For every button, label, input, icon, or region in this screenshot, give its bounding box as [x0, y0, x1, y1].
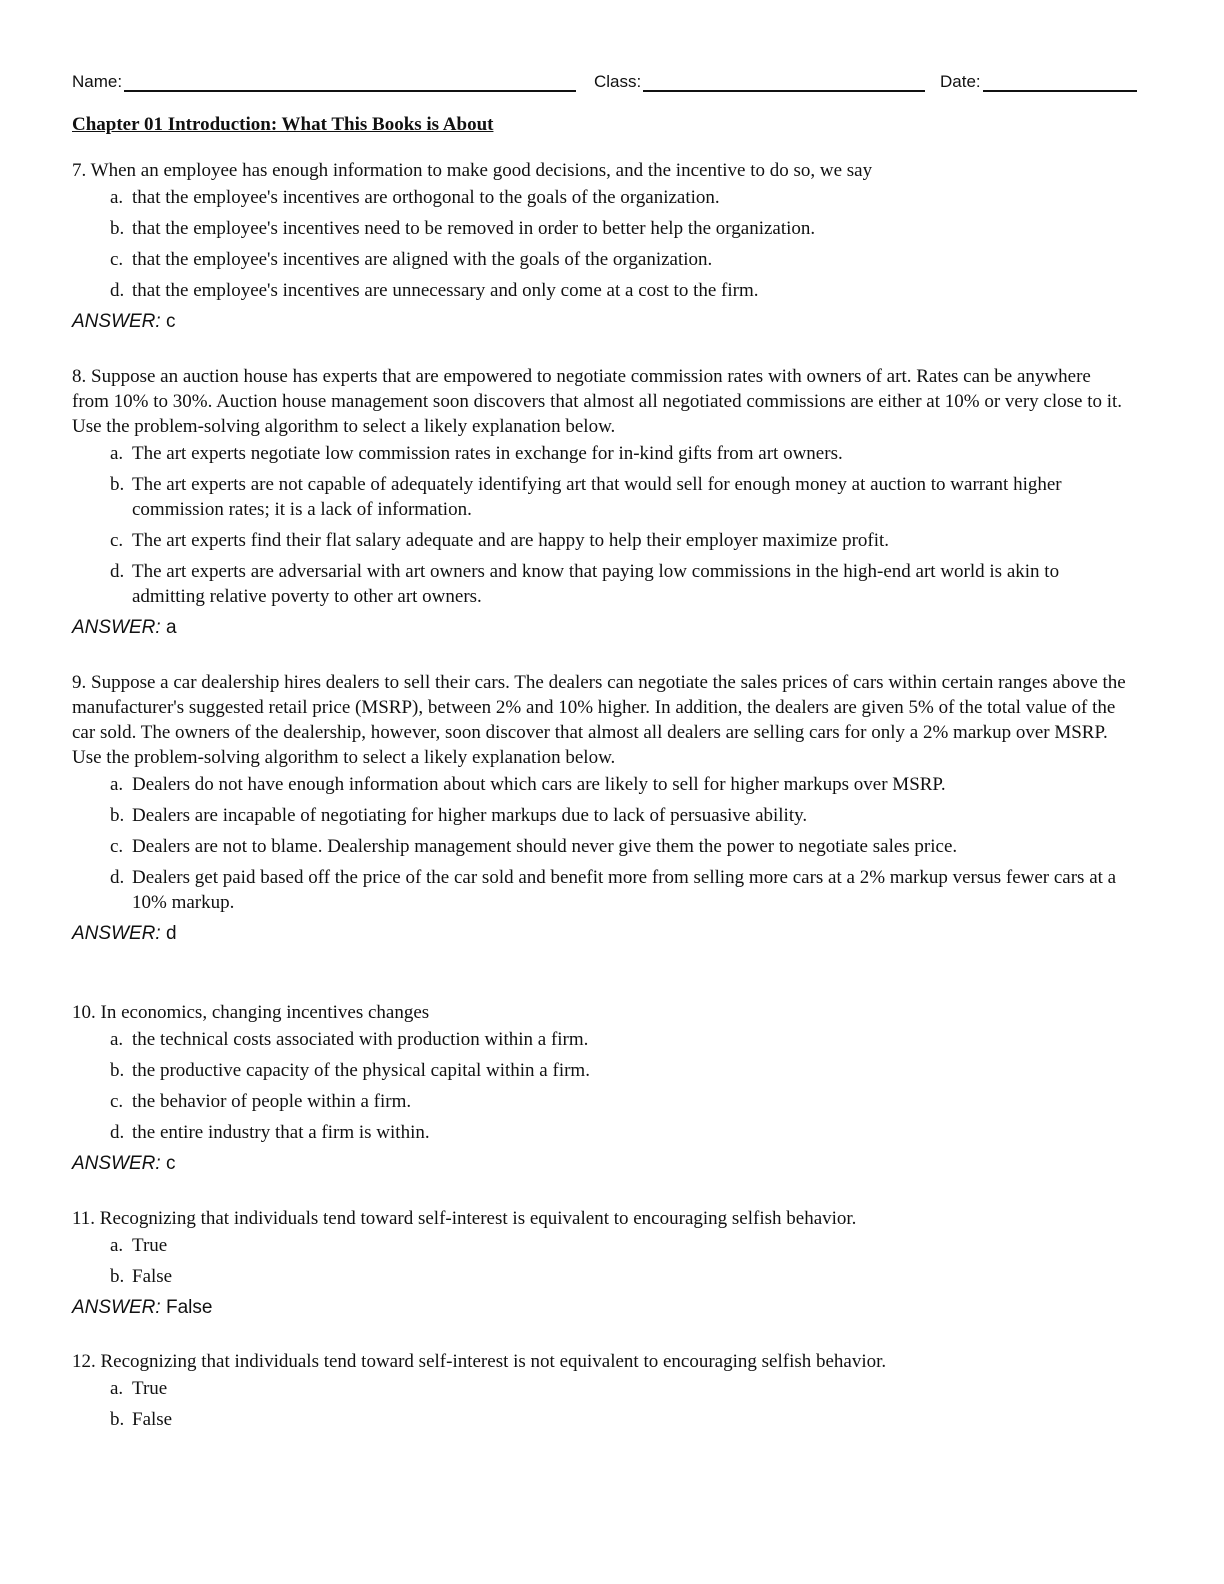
- option-letter: c.: [110, 836, 124, 857]
- answer-line: [72, 309, 1132, 334]
- answer-line: [72, 1295, 1132, 1320]
- answer-value: c: [165, 311, 176, 332]
- question-10: [72, 1000, 1132, 1176]
- option-text: the behavior of people within a firm.: [132, 1091, 412, 1112]
- option-letter: b.: [110, 1060, 125, 1081]
- option-a: [110, 1027, 1132, 1052]
- option-letter: c.: [110, 249, 124, 270]
- option-text: that the employee's incentives are aligned with the goals of the organization.: [132, 249, 713, 270]
- answer-line: [72, 921, 1132, 946]
- option-letter: c.: [110, 530, 124, 551]
- option-text: True: [132, 1378, 168, 1399]
- answer-value: d: [165, 923, 177, 944]
- answer-line: [72, 1151, 1132, 1176]
- question-9: [72, 670, 1132, 946]
- option-text: The art experts find their flat salary adequate and are happy to help their employer maximize profit.: [132, 530, 890, 551]
- option-letter: b.: [110, 1409, 125, 1430]
- option-b: [110, 472, 1132, 522]
- option-a: [110, 1376, 1132, 1401]
- option-letter: d.: [110, 561, 125, 582]
- answer-value: False: [165, 1297, 213, 1318]
- question-stem: 10. In economics, changing incentives changes: [72, 1002, 430, 1023]
- option-letter: a.: [110, 187, 124, 208]
- option-text: that the employee's incentives need to be removed in order to better help the organization.: [132, 218, 816, 239]
- option-d: [110, 559, 1132, 609]
- option-list: [110, 1027, 1132, 1145]
- option-b: [110, 803, 1132, 828]
- option-a: [110, 772, 1132, 797]
- question-8: [72, 364, 1132, 640]
- question-12: [72, 1349, 1132, 1438]
- option-text: Dealers are not to blame. Dealership management should never give them the power to negotiate sales price.: [132, 836, 958, 857]
- option-d: [110, 865, 1132, 915]
- option-letter: b.: [110, 474, 125, 495]
- option-letter: b.: [110, 218, 125, 239]
- question-7: [72, 158, 1132, 334]
- question-stem: 12. Recognizing that individuals tend toward self-interest is not equivalent to encouraging selfish behavior.: [72, 1351, 887, 1372]
- date-field-line[interactable]: [983, 72, 1137, 92]
- option-d: [110, 1120, 1132, 1145]
- option-letter: a.: [110, 1235, 124, 1256]
- option-letter: b.: [110, 805, 125, 826]
- option-text: Dealers get paid based off the price of the car sold and benefit more from selling more cars at a 2% markup versus fewer cars at a 10% markup.: [132, 867, 1117, 913]
- option-c: [110, 528, 1132, 553]
- option-list: [110, 185, 1132, 303]
- option-letter: d.: [110, 1122, 125, 1143]
- option-b: [110, 1407, 1132, 1432]
- option-letter: d.: [110, 867, 125, 888]
- option-text: Dealers do not have enough information about which cars are likely to sell for higher markups over MSRP.: [132, 774, 946, 795]
- option-a: [110, 441, 1132, 466]
- answer-label: ANSWER:: [72, 1153, 161, 1174]
- option-a: [110, 1233, 1132, 1258]
- option-letter: a.: [110, 774, 124, 795]
- class-field-line[interactable]: [643, 72, 925, 92]
- option-text: that the employee's incentives are unnecessary and only come at a cost to the firm.: [132, 280, 759, 301]
- option-text: True: [132, 1235, 168, 1256]
- option-text: The art experts negotiate low commission rates in exchange for in-kind gifts from art owners.: [132, 443, 843, 464]
- question-stem: 9. Suppose a car dealership hires dealers to sell their cars. The dealers can negotiate the sales prices of cars within certain ranges above the manufacturer's suggested retail price (MSRP), between 2% and 10% higher. In addition, the dealers are given 5% of the total value of the car sold. The owners of the dealership, however, soon discover that almost all dealers are selling cars for only a 2% markup over MSRP. Use the problem-solving algorithm to select a likely explanation below.: [72, 672, 1126, 768]
- option-list: [110, 1233, 1132, 1289]
- option-text: the productive capacity of the physical capital within a firm.: [132, 1060, 590, 1081]
- option-text: The art experts are adversarial with art owners and know that paying low commissions in the high-end art world is akin to admitting relative poverty to other art owners.: [132, 561, 1060, 607]
- class-field-group: [594, 72, 925, 92]
- answer-line: [72, 615, 1132, 640]
- option-text: False: [132, 1266, 173, 1287]
- answer-label: ANSWER:: [72, 617, 161, 638]
- answer-label: ANSWER:: [72, 923, 161, 944]
- question-stem: 11. Recognizing that individuals tend toward self-interest is equivalent to encouraging selfish behavior.: [72, 1208, 857, 1229]
- class-label: Class:: [594, 72, 642, 91]
- option-c: [110, 247, 1132, 272]
- name-field-line[interactable]: [124, 72, 576, 92]
- answer-value: a: [165, 617, 177, 638]
- option-text: The art experts are not capable of adequately identifying art that would sell for enough money at auction to warrant higher commission rates; it is a lack of information.: [132, 474, 1062, 520]
- option-letter: d.: [110, 280, 125, 301]
- answer-value: c: [165, 1153, 176, 1174]
- option-text: the technical costs associated with production within a firm.: [132, 1029, 589, 1050]
- option-a: [110, 185, 1132, 210]
- option-list: [110, 772, 1132, 915]
- option-list: [110, 441, 1132, 609]
- option-c: [110, 834, 1132, 859]
- option-b: [110, 1058, 1132, 1083]
- option-b: [110, 216, 1132, 241]
- option-b: [110, 1264, 1132, 1289]
- option-letter: a.: [110, 443, 124, 464]
- option-list: [110, 1376, 1132, 1432]
- answer-label: ANSWER:: [72, 311, 161, 332]
- name-label: Name:: [72, 72, 123, 91]
- option-text: that the employee's incentives are orthogonal to the goals of the organization.: [132, 187, 720, 208]
- option-letter: a.: [110, 1378, 124, 1399]
- date-label: Date:: [940, 72, 981, 91]
- option-d: [110, 278, 1132, 303]
- option-c: [110, 1089, 1132, 1114]
- name-field-group: [72, 72, 576, 92]
- option-letter: c.: [110, 1091, 124, 1112]
- question-11: [72, 1206, 1132, 1320]
- student-info-header: [72, 72, 1144, 98]
- option-letter: a.: [110, 1029, 124, 1050]
- chapter-title: Chapter 01 Introduction: What This Books is About: [72, 114, 494, 135]
- question-stem: 7. When an employee has enough information to make good decisions, and the incentive to do so, we say: [72, 160, 873, 181]
- option-letter: b.: [110, 1266, 125, 1287]
- option-text: False: [132, 1409, 173, 1430]
- answer-label: ANSWER:: [72, 1297, 161, 1318]
- date-field-group: [940, 72, 1137, 92]
- question-stem: 8. Suppose an auction house has experts that are empowered to negotiate commission rates with owners of art. Rates can be anywhere from 10% to 30%. Auction house management soon discovers that almost all negotiated commissions are either at 10% or very close to it. Use the problem-solving algorithm to select a likely explanation below.: [72, 366, 1123, 437]
- option-text: the entire industry that a firm is within.: [132, 1122, 430, 1143]
- option-text: Dealers are incapable of negotiating for higher markups due to lack of persuasive ability.: [132, 805, 808, 826]
